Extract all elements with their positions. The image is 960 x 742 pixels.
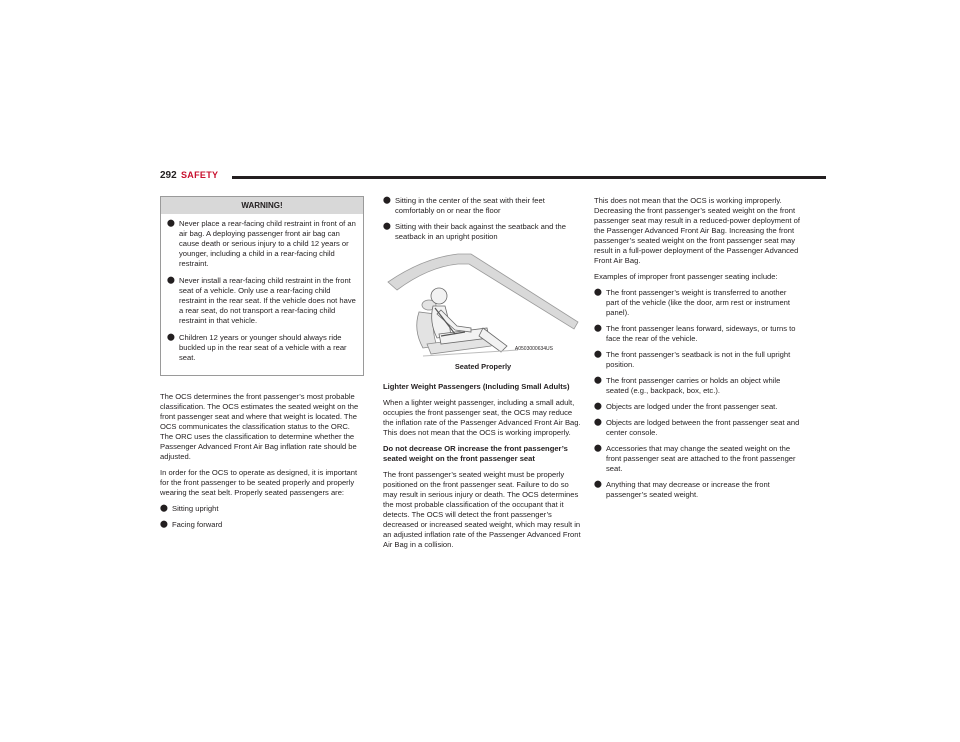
bullet-icon: ⬤ xyxy=(167,220,175,227)
warning-title: WARNING! xyxy=(161,197,363,214)
list-item: ⬤ Sitting with their back against the seatback and the seatback in an upright position xyxy=(383,222,566,241)
seated-properly-figure xyxy=(383,250,583,360)
warning-list xyxy=(167,219,357,363)
bullet-icon: ⬤ xyxy=(594,403,602,410)
list-item: ⬤ Sitting upright xyxy=(160,504,219,513)
list-item: ⬤ The front passenger’s seatback is not in the full upright position. xyxy=(594,350,791,369)
list-item: ⬤ Never place a rear-facing child restraint in front of an air bag. A deploying passenger front air bag can cause death or serious injury to a child 12 years or younger, including a child in a rear-facing child restraint. xyxy=(167,219,356,268)
paragraph: The OCS determines the front passenger’s most probable classification. The OCS estimates the seated weight on the front passenger seat and where that weight is located. The OCS communicates the classification status to the ORC. The ORC uses the classification to determine whether the Passenger Advanced Front Air Bag inflation rate should be adjusted. xyxy=(160,392,359,461)
seated-passenger-illustration xyxy=(383,250,583,360)
bullet-icon: ⬤ xyxy=(383,223,391,230)
list-item: ⬤ Objects are lodged under the front passenger seat. xyxy=(594,402,778,411)
bullet-icon: ⬤ xyxy=(594,289,602,296)
bullet-icon: ⬤ xyxy=(594,419,602,426)
warning-box xyxy=(160,196,364,376)
bullet-list xyxy=(383,196,583,242)
bullet-icon: ⬤ xyxy=(594,445,602,452)
figure-caption: Seated Properly xyxy=(454,362,512,371)
list-item: ⬤ Children 12 years or younger should always ride buckled up in the rear seat of a vehicle with a rear seat. xyxy=(167,333,347,362)
column-2 xyxy=(383,196,583,556)
paragraph: Examples of improper front passenger seating include: xyxy=(594,272,778,281)
bullet-icon: ⬤ xyxy=(383,197,391,204)
bullet-list xyxy=(160,504,364,530)
list-item: ⬤ Sitting in the center of the seat with their feet comfortably on or near the floor xyxy=(383,196,545,215)
page-number: 292 xyxy=(160,170,177,181)
list-item: ⬤ The front passenger carries or holds an object while seated (e.g., backpack, box, etc.). xyxy=(594,376,781,395)
column-3 xyxy=(594,196,800,506)
figure-id: A0503000634US xyxy=(514,346,553,352)
bullet-icon: ⬤ xyxy=(594,325,602,332)
list-item: ⬤ Anything that may decrease or increase the front passenger’s seated weight. xyxy=(594,480,770,499)
list-item: ⬤ Facing forward xyxy=(160,520,223,529)
list-item: ⬤ Never install a rear-facing child restraint in the front seat of a vehicle. Only use a rear-facing child restraint in the rear seat. If the vehicle does not have a rear seat, do not transport a rear-facing child restraint in that vehicle. xyxy=(167,276,356,325)
bullet-icon: ⬤ xyxy=(594,351,602,358)
subheading: Lighter Weight Passengers (Including Small Adults) xyxy=(383,382,570,391)
section-title: SAFETY xyxy=(181,170,219,180)
column-1 xyxy=(160,196,364,536)
paragraph: When a lighter weight passenger, including a small adult, occupies the front passenger seat, the OCS may reduce the inflation rate of the Passenger Advanced Front Air Bag. This does not mean that the OCS is working improperly. xyxy=(383,398,581,437)
header-rule xyxy=(232,176,826,179)
bullet-list xyxy=(594,288,800,500)
paragraph: The front passenger’s seated weight must be properly positioned on the front passenger seat. Failure to do so may result in serious injury or death. The OCS determines the most probable classification of the occupant that it detects. The OCS will detect the front passenger’s decreased or increased seated weight, which may result in an adjusted inflation rate of the Passenger Advanced Front Air Bag in a collision. xyxy=(383,470,581,549)
bullet-icon: ⬤ xyxy=(594,481,602,488)
subheading: Do not decrease OR increase the front passenger’s seated weight on the front passenger seat xyxy=(383,444,568,463)
bullet-icon: ⬤ xyxy=(167,277,175,284)
paragraph: This does not mean that the OCS is working improperly. Decreasing the front passenger’s seated weight on the front passenger seat may result in a reduced-power deployment of the Passenger Advanced Front Air Bag. Increasing the front passenger’s seated weight on the front passenger seat may result in a full-power deployment of the Passenger Advanced Front Air Bag. xyxy=(594,196,800,265)
bullet-icon: ⬤ xyxy=(160,505,168,512)
list-item: ⬤ The front passenger’s weight is transferred to another part of the vehicle (like the door, arm rest or instrument panel). xyxy=(594,288,791,317)
list-item: ⬤ Objects are lodged between the front passenger seat and center console. xyxy=(594,418,800,437)
bullet-icon: ⬤ xyxy=(167,334,175,341)
page-header xyxy=(160,170,826,184)
bullet-icon: ⬤ xyxy=(594,377,602,384)
paragraph: In order for the OCS to operate as designed, it is important for the front passenger to be seated properly and properly wearing the seat belt. Properly seated passengers are: xyxy=(160,468,358,497)
list-item: ⬤ The front passenger leans forward, sideways, or turns to face the rear of the vehicle. xyxy=(594,324,796,343)
list-item: ⬤ Accessories that may change the seated weight on the front passenger seat are attached to the front passenger seat. xyxy=(594,444,796,473)
bullet-icon: ⬤ xyxy=(160,521,168,528)
